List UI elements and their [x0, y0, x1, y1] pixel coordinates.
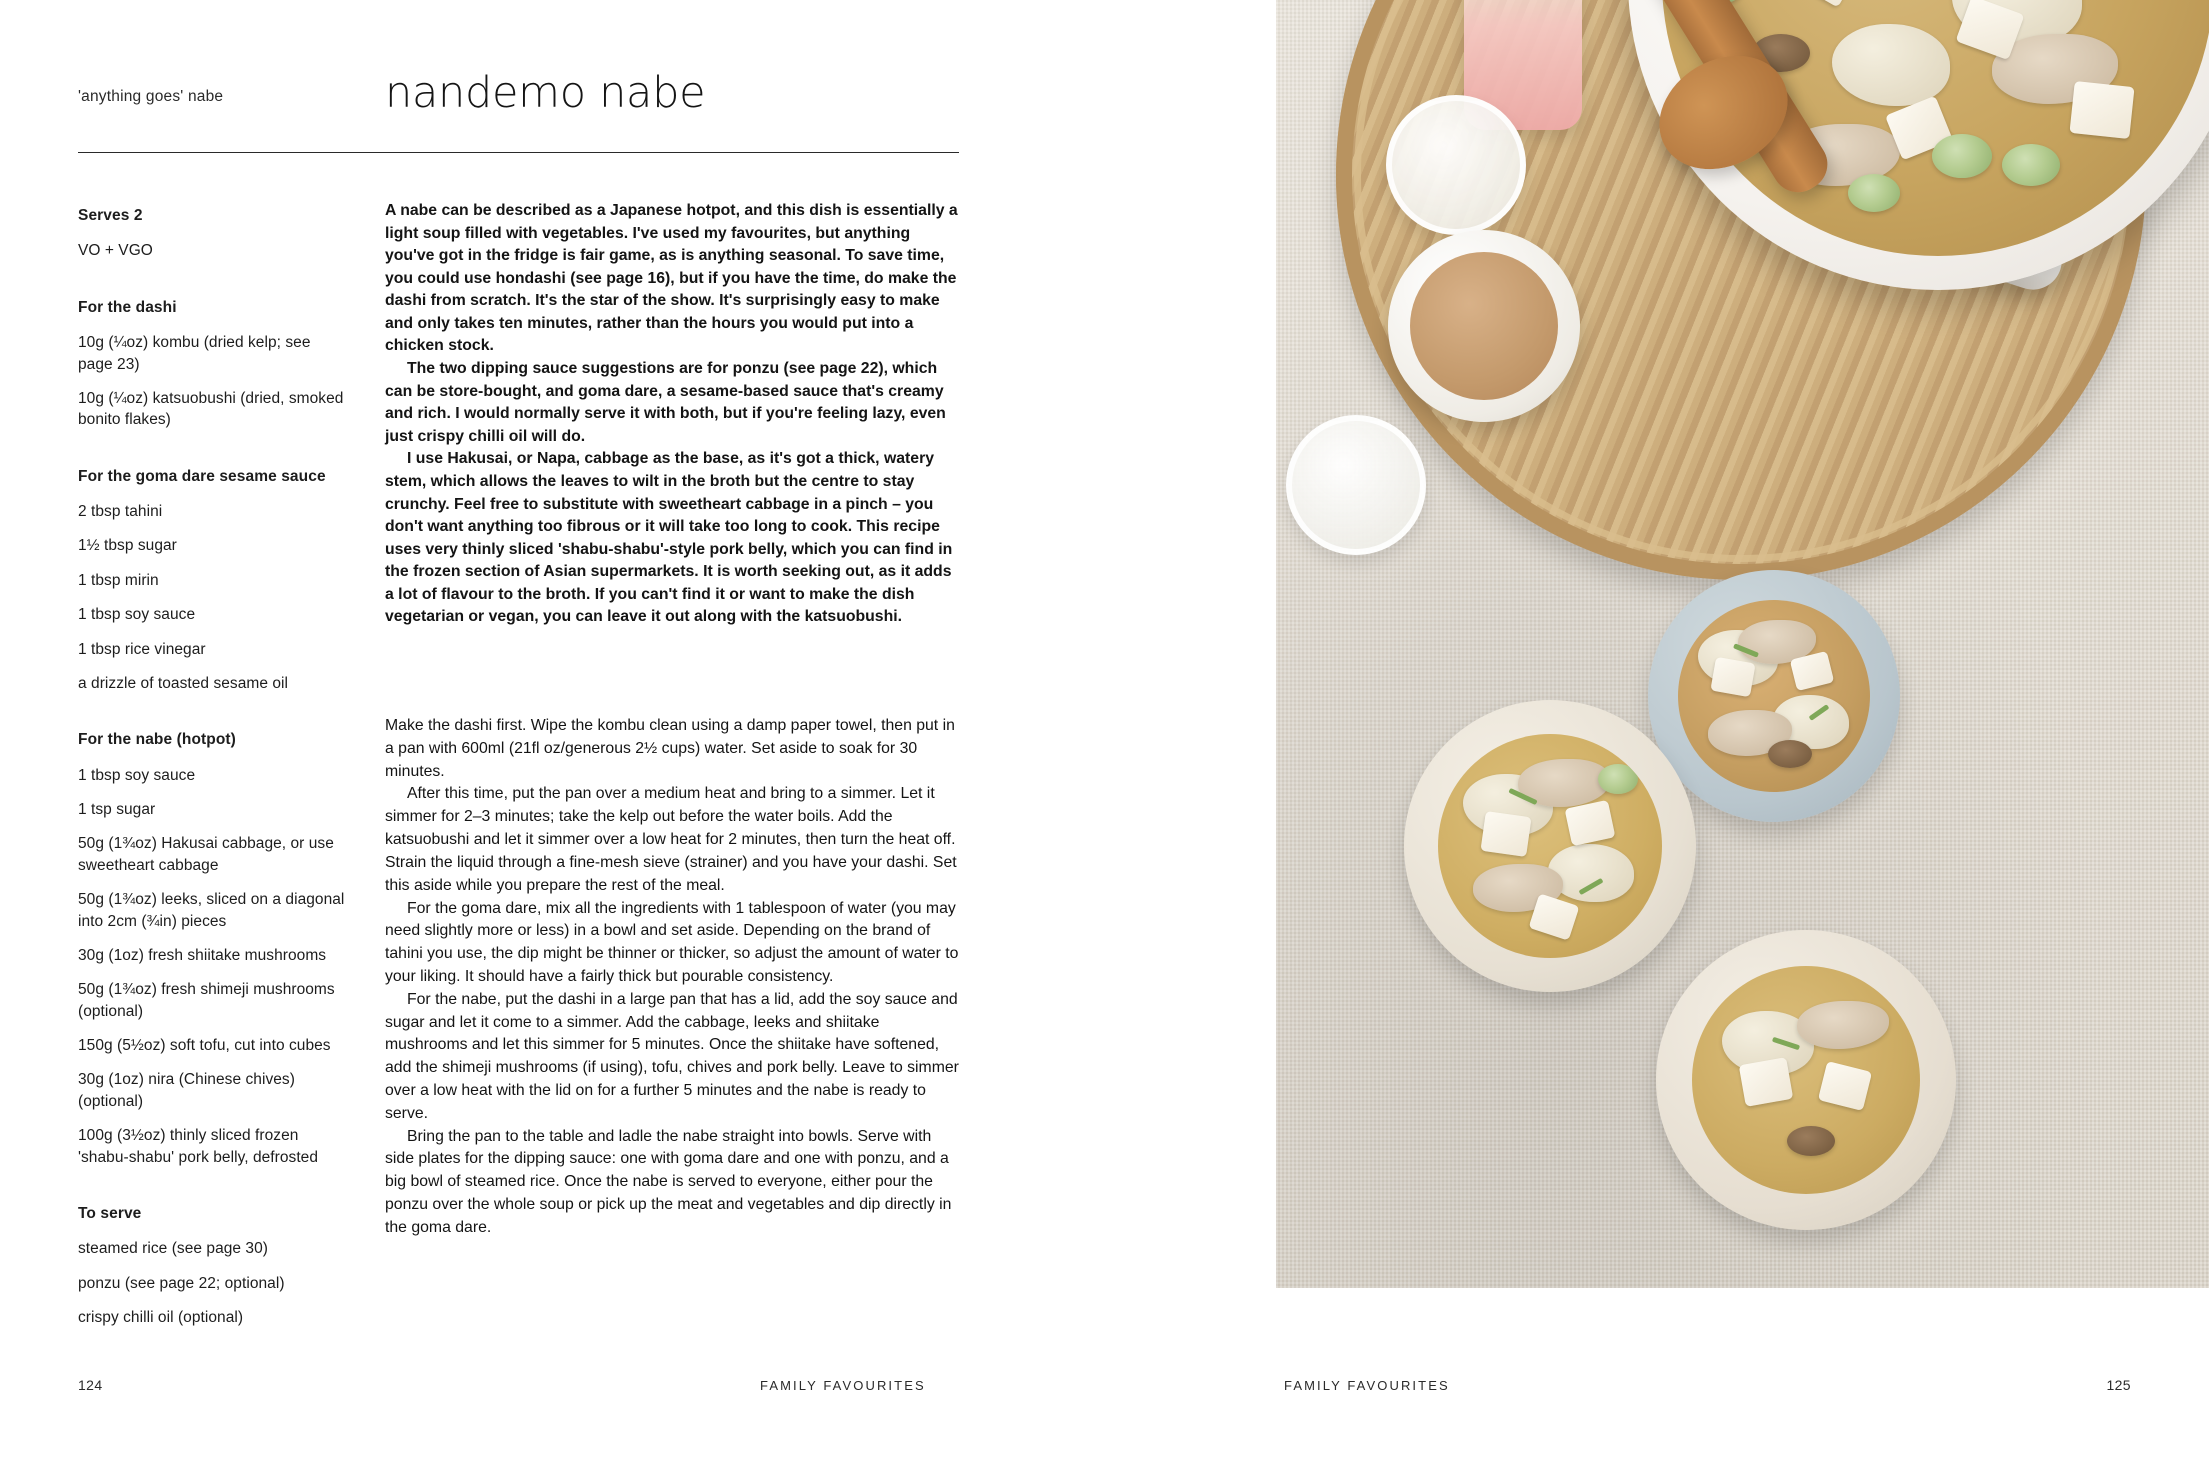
ingredient-item: 1½ tbsp sugar [78, 537, 177, 555]
right-page [1276, 0, 2209, 1465]
tofu-cube [1528, 893, 1579, 940]
cabbage-piece [1548, 844, 1634, 902]
leek-slice [1932, 134, 1992, 178]
ingredient-item: 2 tbsp tahini [78, 503, 163, 520]
leek-slice [2002, 144, 2060, 186]
tofu-cube [1739, 1057, 1794, 1107]
serves-label: Serves 2 [78, 207, 143, 224]
tofu-cube [1818, 1061, 1872, 1111]
ingredient-item: 100g (3½oz) thinly sliced frozen 'shabu-shabu' pork belly, defrosted [78, 1127, 319, 1166]
section-heading-to-serve: To serve [78, 1204, 142, 1222]
ingredient-item: 30g (1oz) nira (Chinese chives) (optional) [78, 1071, 295, 1110]
recipe-photo [1276, 0, 2209, 1288]
page-title: nandemo nabe [385, 68, 706, 118]
ingredient-item: 1 tbsp soy sauce [78, 606, 196, 624]
serving-bowl-cream [1404, 700, 1696, 992]
tofu-cube [1565, 800, 1616, 846]
intro-paragraph: A nabe can be described as a Japanese hotpot, and this dish is essentially a light soup filled with vegetables. I've used my favourites, but anything you've got in the fridge is fair game, as is anything seasonal. To save time, you could use hondashi (see page 16), but if you have the time, do make the dashi from scratch. It's the star of the show. It's surprisingly easy to make and only takes ten minutes, rather than the hours you would put into a chicken stock. [385, 202, 958, 355]
drinking-glass [1386, 95, 1526, 235]
method-paragraph: Make the dashi first. Wipe the kombu clean using a damp paper towel, then put in a pan with 600ml (21fl oz/generous 2½ cups) water. Set aside to soak for 30 minutes. [385, 717, 955, 780]
running-head-right: FAMILY FAVOURITES [1284, 1378, 1450, 1393]
ingredient-item: 150g (5½oz) soft tofu, cut into cubes [78, 1037, 331, 1054]
method-paragraph: For the goma dare, mix all the ingredients with 1 tablespoon of water (you may need slightly more or less) in a bowl and set aside. Depending on the brand of tahini you use, the dip might be thinner or thicker, so adjust the amount of water to your liking. It should have a fairly thick but pourable consistency. [385, 899, 959, 985]
folio-number-right: 125 [2106, 1377, 2131, 1393]
section-heading-nabe: For the nabe (hotpot) [78, 731, 236, 749]
section-heading-dashi: For the dashi [78, 298, 177, 316]
ingredient-item: ponzu (see page 22; optional) [78, 1274, 285, 1292]
nabe-portion [1692, 966, 1920, 1194]
serving-bowl-bottom [1656, 930, 1956, 1230]
ingredient-item: a drizzle of toasted sesame oil [78, 674, 289, 692]
ingredient-item: 50g (1¾oz) leeks, sliced on a diagonal into 2cm (¾in) pieces [78, 891, 345, 930]
method-paragraph: After this time, put the pan over a medium heat and bring to a simmer. Let it simmer for 2–3 minutes; take the kelp out before the water boils. Add the katsuobushi and let it simmer over a low heat for 2 minutes, then turn the heat off. Strain the liquid through a fine-mesh sieve (strainer) and you have your dashi. Set this aside while you prepare the rest of the meal. [385, 785, 957, 894]
recipe-intro [385, 200, 960, 629]
section-heading-goma-dare: For the goma dare sesame sauce [78, 467, 326, 485]
ingredients-sidebar [78, 205, 346, 1341]
intro-paragraph: The two dipping sauce suggestions are for ponzu (see page 22), which can be store-bought, and goma dare, a sesame-based sauce that's creamy and rich. I would normally serve it with both, but if you're feeling lazy, even just crispy chilli oil will do. [385, 360, 946, 445]
pork-belly-slice [1797, 1001, 1889, 1049]
tofu-cube [2069, 81, 2134, 139]
tofu-cube [1480, 811, 1531, 857]
intro-paragraph: I use Hakusai, or Napa, cabbage as the base, as it's got a thick, watery stem, which allows the leaves to wilt in the broth but the centre to stay crunchy. Feel free to substitute with sweetheart cabbage in a pinch – you don't want anything too fibrous or it will take too long to cook. This recipe uses very thinly sliced 'shabu-shabu'-style pork belly, which you can find in the frozen section of Asian supermarkets. It is worth seeking out, as it adds a lot of flavour to the broth. If you can't find it or want to make the dish vegetarian or vegan, you can leave it out along with the katsuobushi. [385, 450, 953, 626]
drinking-glass [1286, 415, 1426, 555]
ingredient-item: 50g (1¾oz) Hakusai cabbage, or use sweetheart cabbage [78, 835, 334, 874]
shiitake-mushroom [1768, 740, 1812, 768]
ingredient-item: 1 tbsp soy sauce [78, 766, 196, 784]
nabe-portion [1678, 600, 1870, 792]
ingredient-item: steamed rice (see page 30) [78, 1240, 268, 1258]
shiitake-mushroom [1787, 1126, 1835, 1156]
ingredient-item: 50g (1¾oz) fresh shimeji mushrooms (optional) [78, 981, 335, 1020]
leek-slice [1848, 174, 1900, 212]
method-paragraph: For the nabe, put the dashi in a large pan that has a lid, add the soy sauce and sugar and let it come to a simmer. Add the cabbage, leeks and shiitake mushrooms and let this simmer for 5 minutes. Once the shiitake have softened, add the shimeji mushrooms (if using), tofu, chives and pork belly. Leave to simmer over a low heat with the lid on for a further 5 minutes and the nabe is ready to serve. [385, 990, 959, 1122]
title-divider [78, 152, 959, 153]
ingredient-item: 10g (¼oz) katsuobushi (dried, smoked bonito flakes) [78, 389, 344, 429]
cabbage-piece [1832, 24, 1950, 106]
nabe-portion [1438, 734, 1662, 958]
tofu-cube [1794, 0, 1859, 8]
leek-slice [1598, 764, 1638, 794]
ingredient-item: 10g (¼oz) kombu (dried kelp; see page 23) [78, 334, 311, 373]
ingredient-item: 1 tbsp mirin [78, 571, 159, 589]
recipe-kicker: 'anything goes' nabe [78, 88, 224, 105]
method-paragraph: Bring the pan to the table and ladle the nabe straight into bowls. Serve with side plates for the dipping sauce: one with goma dare and one with ponzu, and a big bowl of steamed rice. Once the nabe is served to everyone, either pour the ponzu over the whole soup or pick up the meat and vegetables and dip directly in the goma dare. [385, 1127, 952, 1236]
ingredient-item: 1 tsp sugar [78, 801, 156, 818]
goma-dare-dip-bowl [1388, 230, 1580, 422]
folio-number-left: 124 [78, 1377, 103, 1393]
recipe-method [385, 715, 960, 1240]
ingredient-item: 30g (1oz) fresh shiitake mushrooms [78, 946, 327, 964]
serving-bowl-blue [1648, 570, 1900, 822]
diet-label: VO + VGO [78, 242, 153, 260]
goma-dare-sauce [1410, 252, 1558, 400]
ingredient-item: crispy chilli oil (optional) [78, 1309, 244, 1326]
tofu-cube [1710, 657, 1755, 697]
running-head-left: FAMILY FAVOURITES [760, 1378, 926, 1393]
ingredient-item: 1 tbsp rice vinegar [78, 640, 206, 658]
